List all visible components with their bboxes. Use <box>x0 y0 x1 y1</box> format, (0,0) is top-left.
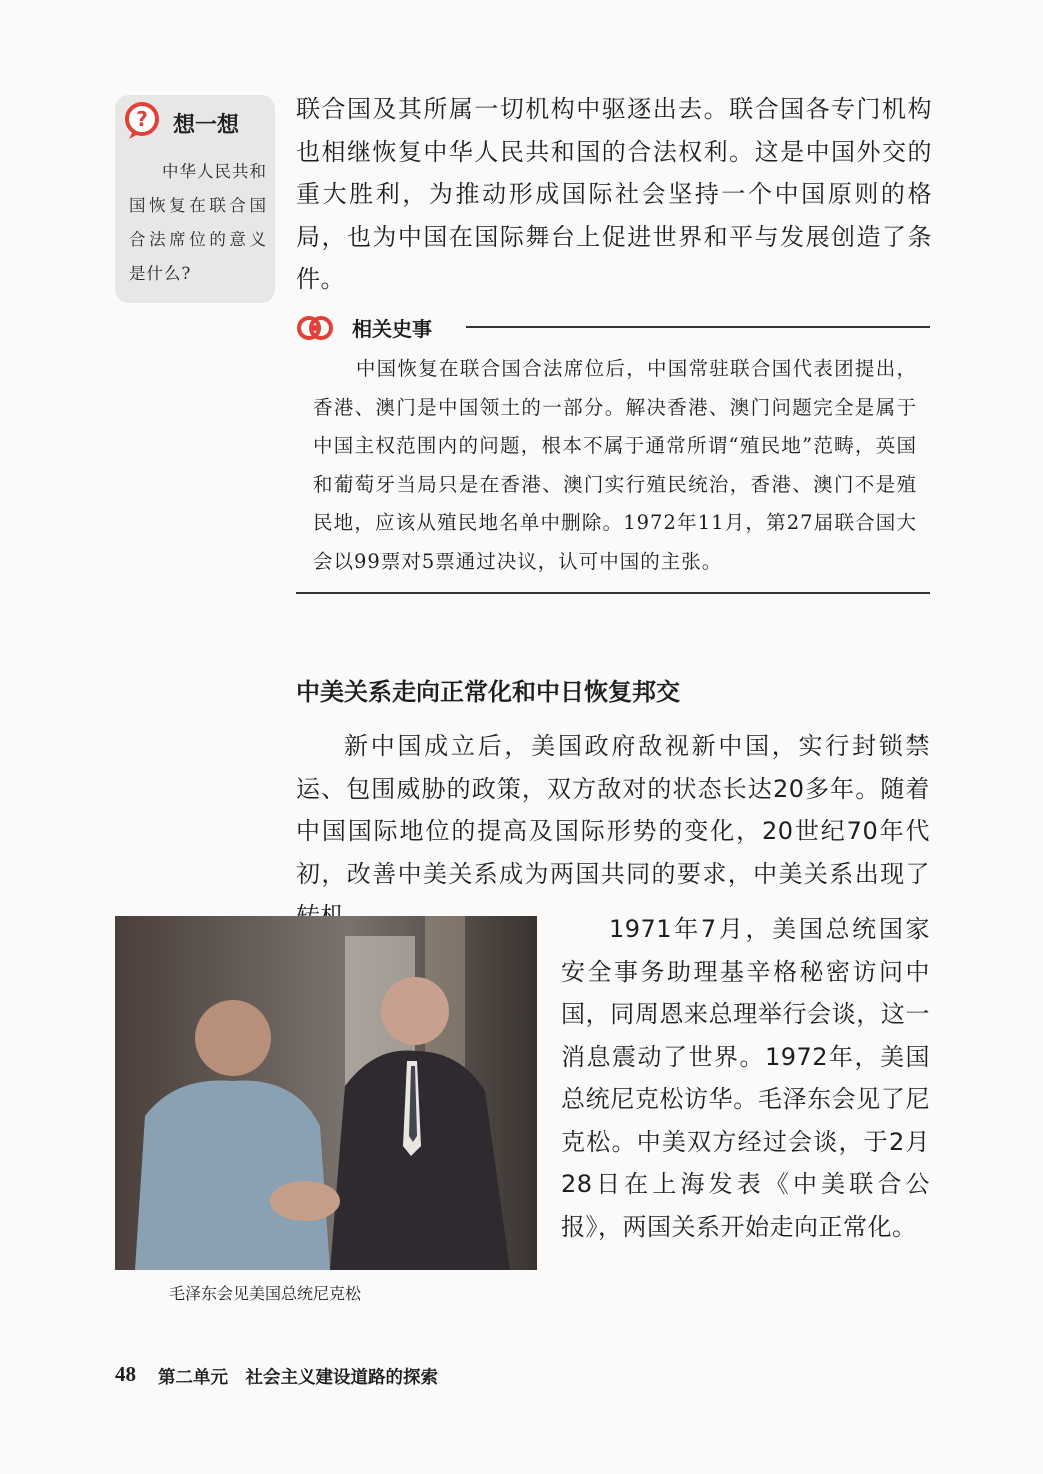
intro-paragraph: 联合国及其所属一切机构中驱逐出去。联合国各专门机构也相继恢复中华人民共和国的合法权利。这是中国外交的重大胜利，为推动形成国际社会坚持一个中国原则的格局，也为中国在国际舞台上促进世界和平与发展创造了条件。 <box>296 95 932 293</box>
think-sidebar-box <box>115 95 275 303</box>
page-number: 48 <box>115 1362 136 1386</box>
section-title: 中美关系走向正常化和中日恢复邦交 <box>296 678 680 706</box>
question-bubble-icon <box>123 101 163 141</box>
section-paragraph-1: 新中国成立后，美国政府敌视新中国，实行封锁禁运、包围威胁的政策，双方敌对的状态长达20多年。随着中国国际地位的提高及国际形势的变化，20世纪70年代初，改善中美关系成为两国共同的要求，中美关系出现了 <box>296 732 930 888</box>
section-paragraph-2: 1971年7月，美国总统国家安全事务助理基辛格秘密访问中国，同周恩来总理举行会谈，这一消息震动了世界。1972年，美国总统尼克松访华。毛泽东会见了尼克松。中美双方经过会谈，于2月28日在上海发表《中美联合公报》，两国关系开始走向正常化。 <box>561 915 930 1241</box>
think-title: 想一想 <box>173 113 240 138</box>
related-history-title: 相关史事 <box>352 317 432 341</box>
historical-photo <box>115 916 537 1270</box>
knot-icon <box>295 308 335 348</box>
chapter-label: 第二单元 社会主义建设道路的探索 <box>158 1368 438 1388</box>
related-history-rule <box>466 326 930 328</box>
photo-caption: 毛泽东会见美国总统尼克松 <box>168 1284 361 1303</box>
svg-text:?: ? <box>136 107 148 131</box>
think-question: 中华人民共和国恢复在联合国合法席位的意义是什么? <box>129 162 267 283</box>
related-history-body: 中国恢复在联合国合法席位后，中国常驻联合国代表团提出，香港、澳门是中国领土的一部分。解决香港、澳门问题完全是属于中国主权范围内的问题，根本不属于通常所谓“殖民地”范畴，英国和葡萄牙当局只是在香港、澳门实行殖民统治，香港、澳门不是殖民地，应该从殖民地名单中删除。1972年11月，第27届联合国大会以99票对5票通过决议，认可中国的主张。 <box>313 357 917 573</box>
related-history-bottom-rule <box>296 592 930 594</box>
